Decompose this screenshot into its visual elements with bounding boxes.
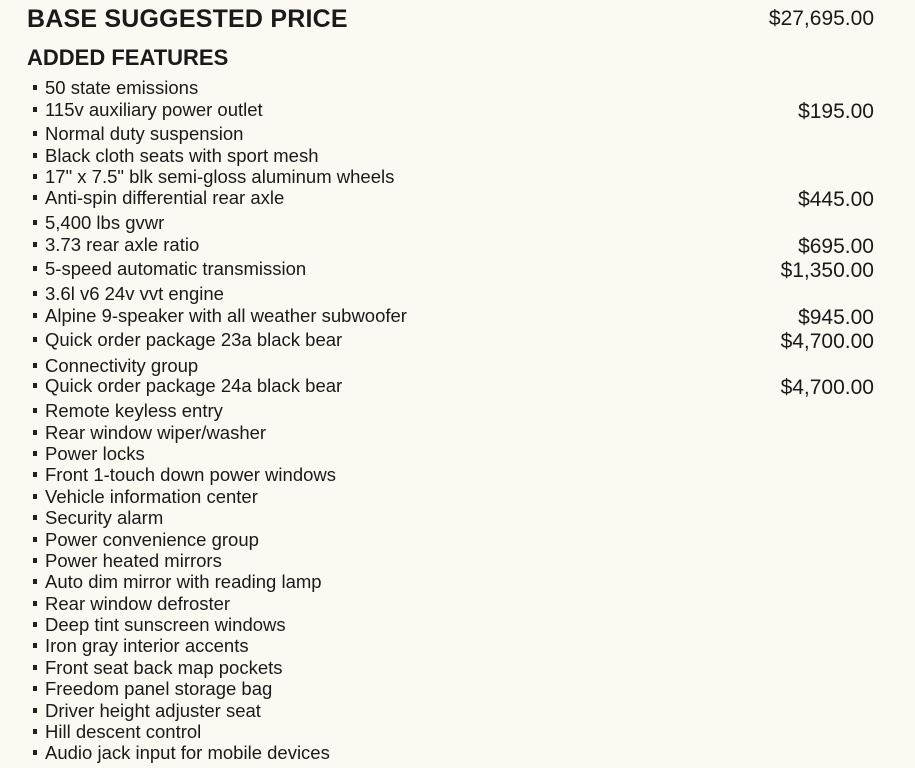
feature-row — [0, 635, 915, 657]
feature-label: Driver height adjuster seat — [45, 700, 261, 721]
bullet-icon — [33, 313, 37, 318]
feature-price: $4,700.00 — [780, 330, 874, 353]
feature-label: Connectivity group — [45, 355, 199, 376]
feature-label: Front seat back map pockets — [45, 657, 283, 678]
feature-label: Rear window wiper/washer — [45, 422, 267, 443]
feature-row — [0, 529, 915, 551]
feature-label: Power convenience group — [45, 529, 259, 550]
feature-row — [0, 99, 915, 121]
feature-row — [0, 355, 915, 377]
feature-label: Auto dim mirror with reading lamp — [45, 571, 322, 592]
feature-label: 17" x 7.5" blk semi-gloss aluminum wheels — [45, 166, 395, 187]
feature-label: Vehicle information center — [45, 486, 258, 507]
bullet-icon — [33, 153, 37, 158]
bullet-icon — [33, 494, 37, 499]
bullet-icon — [33, 85, 37, 90]
feature-row — [0, 507, 915, 529]
feature-label: Rear window defroster — [45, 593, 231, 614]
bullet-icon — [33, 708, 37, 713]
feature-label: Deep tint sunscreen windows — [45, 614, 286, 635]
feature-row — [0, 283, 915, 305]
feature-price: $945.00 — [798, 306, 874, 329]
feature-row — [0, 550, 915, 572]
bullet-icon — [33, 622, 37, 627]
feature-row — [0, 234, 915, 256]
bullet-icon — [33, 242, 37, 247]
feature-row — [0, 400, 915, 422]
feature-row — [0, 422, 915, 444]
bullet-icon — [33, 579, 37, 584]
feature-price: $195.00 — [798, 100, 874, 123]
bullet-icon — [33, 174, 37, 179]
bullet-icon — [33, 107, 37, 112]
feature-label: Freedom panel storage bag — [45, 678, 273, 699]
feature-price: $1,350.00 — [780, 259, 874, 282]
feature-row — [0, 77, 915, 99]
feature-row — [0, 657, 915, 679]
feature-label: 5,400 lbs gvwr — [45, 212, 165, 233]
bullet-icon — [33, 383, 37, 388]
feature-label: Quick order package 23a black bear — [45, 329, 343, 350]
feature-label: Quick order package 24a black bear — [45, 375, 343, 396]
feature-label: Security alarm — [45, 507, 164, 528]
feature-row — [0, 443, 915, 465]
feature-row — [0, 571, 915, 593]
feature-row — [0, 486, 915, 508]
feature-row — [0, 187, 915, 209]
feature-row — [0, 212, 915, 234]
added-features-heading: ADDED FEATURES — [27, 45, 229, 70]
feature-row — [0, 742, 915, 764]
bullet-icon — [33, 408, 37, 413]
feature-label: Iron gray interior accents — [45, 635, 249, 656]
bullet-icon — [33, 601, 37, 606]
feature-row — [0, 678, 915, 700]
bullet-icon — [33, 131, 37, 136]
feature-label: Black cloth seats with sport mesh — [45, 145, 319, 166]
feature-label: Power locks — [45, 443, 145, 464]
base-price-value: $27,695.00 — [768, 7, 874, 30]
bullet-icon — [33, 515, 37, 520]
bullet-icon — [33, 665, 37, 670]
feature-label: Remote keyless entry — [45, 400, 223, 421]
feature-row — [0, 166, 915, 188]
feature-label: Anti-spin differential rear axle — [45, 187, 285, 208]
bullet-icon — [33, 430, 37, 435]
feature-price: $4,700.00 — [780, 376, 874, 399]
bullet-icon — [33, 750, 37, 755]
feature-label: 5-speed automatic transmission — [45, 258, 307, 279]
feature-row — [0, 375, 915, 397]
feature-label: Audio jack input for mobile devices — [45, 742, 330, 763]
feature-label: 50 state emissions — [45, 77, 199, 98]
bullet-icon — [33, 220, 37, 225]
bullet-icon — [33, 643, 37, 648]
feature-label: 3.73 rear axle ratio — [45, 234, 200, 255]
bullet-icon — [33, 472, 37, 477]
feature-price: $445.00 — [798, 188, 874, 211]
bullet-icon — [33, 337, 37, 342]
feature-row — [0, 305, 915, 327]
base-price-heading: BASE SUGGESTED PRICE — [27, 5, 348, 33]
bullet-icon — [33, 451, 37, 456]
bullet-icon — [33, 537, 37, 542]
feature-label: Front 1-touch down power windows — [45, 464, 337, 485]
feature-row — [0, 258, 915, 280]
feature-label: 3.6l v6 24v vvt engine — [45, 283, 224, 304]
feature-price: $695.00 — [798, 235, 874, 258]
bullet-icon — [33, 291, 37, 296]
bullet-icon — [33, 363, 37, 368]
feature-row — [0, 145, 915, 167]
feature-row — [0, 593, 915, 615]
bullet-icon — [33, 729, 37, 734]
feature-label: Normal duty suspension — [45, 123, 244, 144]
feature-row — [0, 721, 915, 743]
feature-row — [0, 614, 915, 636]
feature-label: 115v auxiliary power outlet — [45, 99, 263, 120]
feature-label: Power heated mirrors — [45, 550, 222, 571]
feature-row — [0, 700, 915, 722]
feature-row — [0, 123, 915, 145]
bullet-icon — [33, 686, 37, 691]
bullet-icon — [33, 195, 37, 200]
bullet-icon — [33, 558, 37, 563]
bullet-icon — [33, 266, 37, 271]
feature-row — [0, 329, 915, 351]
feature-row — [0, 464, 915, 486]
feature-label: Hill descent control — [45, 721, 202, 742]
feature-label: Alpine 9-speaker with all weather subwoofer — [45, 305, 407, 326]
